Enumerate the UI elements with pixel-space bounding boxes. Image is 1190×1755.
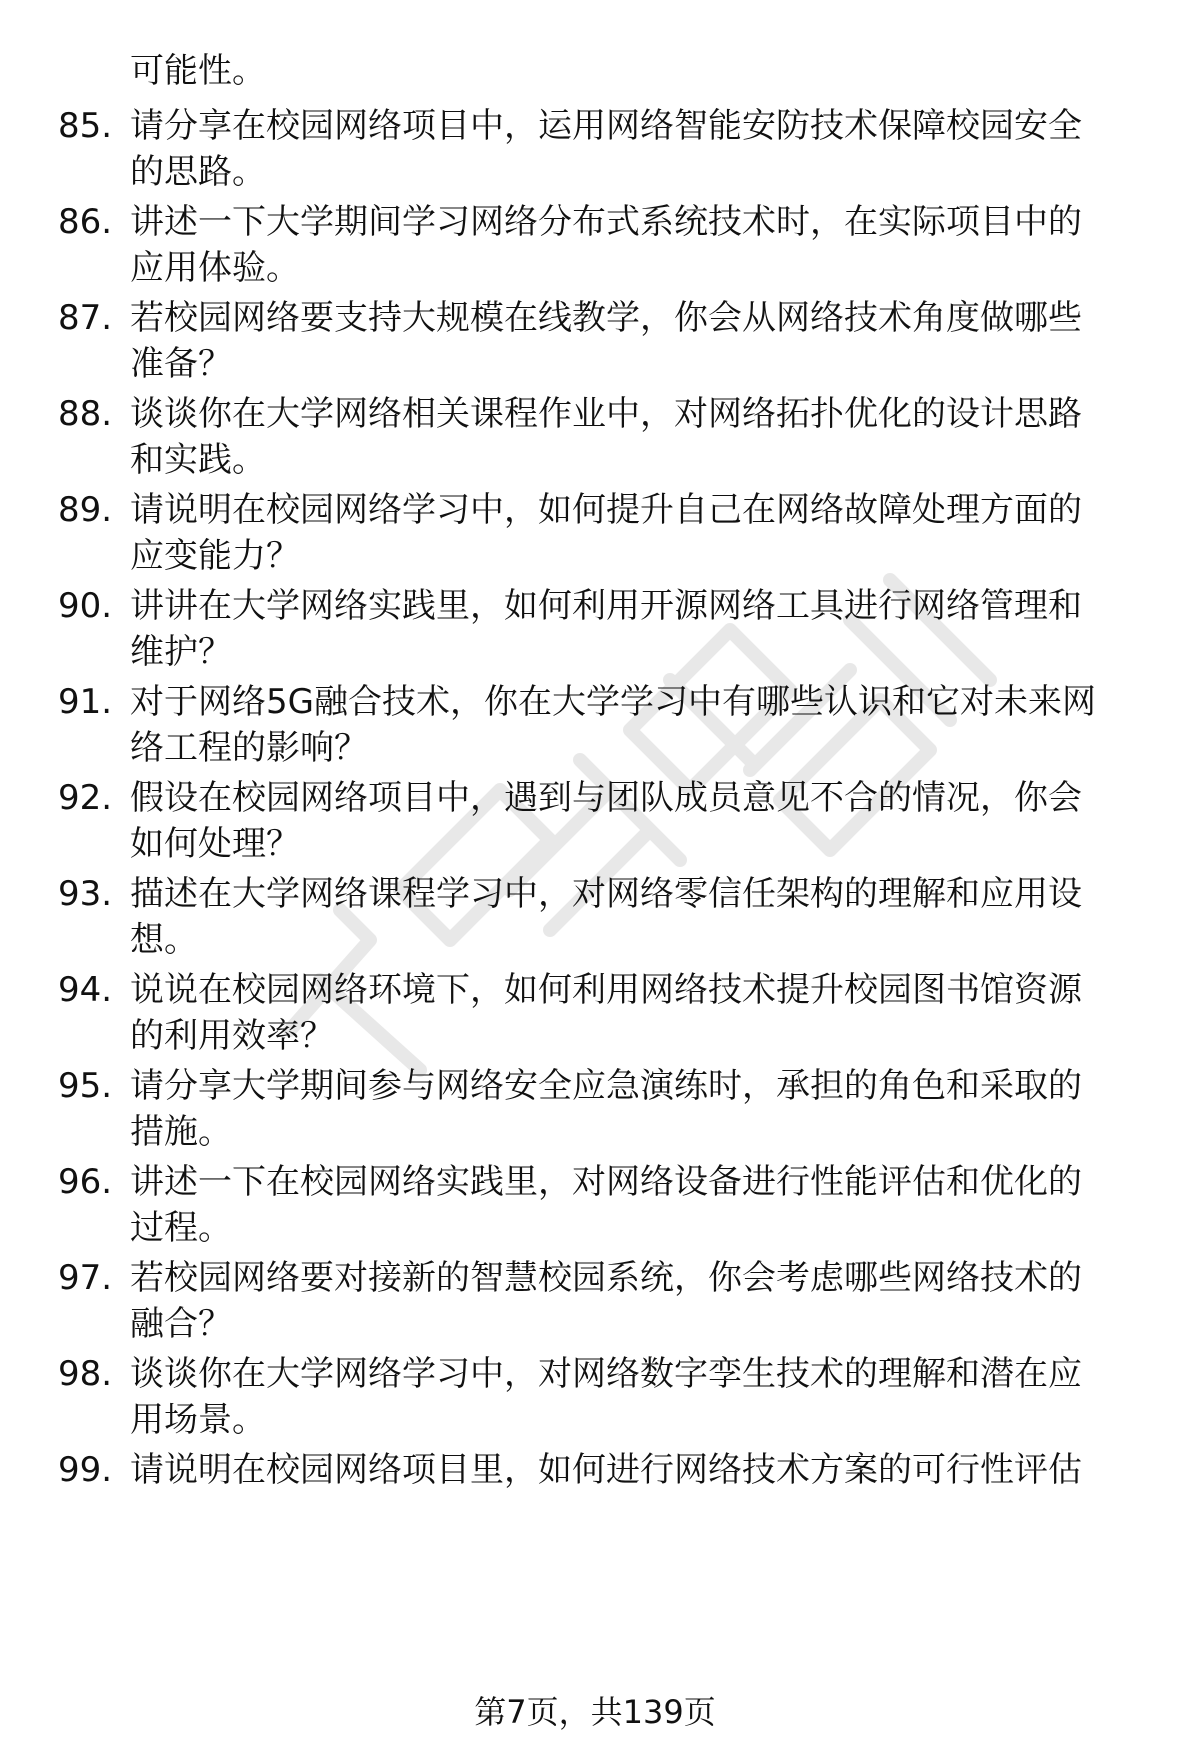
- question-number: 89.: [58, 490, 113, 530]
- list-item: [0, 1351, 1190, 1443]
- question-text: [130, 199, 1160, 291]
- question-line: 如何处理？: [130, 824, 300, 864]
- question-line: 请分享在校园网络项目中，运用网络智能安防技术保障校园安全: [130, 106, 1082, 146]
- question-line: 若校园网络要支持大规模在线教学，你会从网络技术角度做哪些: [130, 298, 1082, 338]
- question-number: 98.: [58, 1354, 113, 1394]
- question-line: 对于网络5G融合技术，你在大学学习中有哪些认识和它对未来网: [130, 682, 1096, 722]
- question-line: 谈谈你在大学网络学习中，对网络数字孪生技术的理解和潜在应: [130, 1354, 1082, 1394]
- list-item: [0, 583, 1190, 675]
- question-line: 说说在校园网络环境下，如何利用网络技术提升校园图书馆资源: [130, 970, 1082, 1010]
- question-line: 若校园网络要对接新的智慧校园系统，你会考虑哪些网络技术的: [130, 1258, 1082, 1298]
- question-line: 措施。: [130, 1112, 232, 1152]
- continuation-text: 可能性。: [130, 51, 266, 91]
- list-item: [0, 295, 1190, 387]
- list-item: [0, 679, 1190, 771]
- list-item: [0, 391, 1190, 483]
- list-item: [0, 1063, 1190, 1155]
- question-number: 93.: [58, 874, 113, 914]
- list-item: [0, 871, 1190, 963]
- question-line: 应用体验。: [130, 248, 300, 288]
- question-line: 请说明在校园网络学习中，如何提升自己在网络故障处理方面的: [130, 490, 1082, 530]
- question-line: 假设在校园网络项目中，遇到与团队成员意见不合的情况，你会: [130, 778, 1082, 818]
- question-line: 想。: [130, 920, 198, 960]
- question-number: 86.: [58, 202, 113, 242]
- question-text: [130, 1447, 1160, 1493]
- question-number: 87.: [58, 298, 113, 338]
- question-line: 的利用效率？: [130, 1016, 334, 1056]
- list-item: [0, 1159, 1190, 1251]
- question-text: [130, 775, 1160, 867]
- question-text: [130, 295, 1160, 387]
- list-item: [0, 1255, 1190, 1347]
- question-number: 90.: [58, 586, 113, 626]
- question-text: [130, 1255, 1160, 1347]
- question-line: 谈谈你在大学网络相关课程作业中，对网络拓扑优化的设计思路: [130, 394, 1082, 434]
- question-text: [130, 871, 1160, 963]
- question-line: 讲讲在大学网络实践里，如何利用开源网络工具进行网络管理和: [130, 586, 1082, 626]
- question-line: 讲述一下大学期间学习网络分布式系统技术时，在实际项目中的: [130, 202, 1082, 242]
- question-text: [130, 1351, 1160, 1443]
- question-line: 维护？: [130, 632, 232, 672]
- question-text: [130, 487, 1160, 579]
- question-number: 95.: [58, 1066, 113, 1106]
- question-line: 的思路。: [130, 152, 266, 192]
- question-line: 讲述一下在校园网络实践里，对网络设备进行性能评估和优化的: [130, 1162, 1082, 1202]
- question-line: 用场景。: [130, 1400, 266, 1440]
- question-number: 85.: [58, 106, 113, 146]
- question-number: 96.: [58, 1162, 113, 1202]
- question-number: 94.: [58, 970, 113, 1010]
- question-number: 92.: [58, 778, 113, 818]
- list-item: [0, 103, 1190, 195]
- page-footer: 第7页，共139页: [474, 1693, 716, 1731]
- question-line: 应变能力？: [130, 536, 300, 576]
- question-text: [130, 583, 1160, 675]
- question-line: 融合？: [130, 1304, 232, 1344]
- question-text: [130, 679, 1160, 771]
- question-text: [130, 1159, 1160, 1251]
- question-number: 91.: [58, 682, 113, 722]
- question-number: 99.: [58, 1450, 113, 1490]
- question-text: [130, 967, 1160, 1059]
- list-item: [0, 199, 1190, 291]
- question-line: 和实践。: [130, 440, 266, 480]
- list-item: [0, 775, 1190, 867]
- list-item: [0, 487, 1190, 579]
- question-text: [130, 391, 1160, 483]
- question-line: 准备？: [130, 344, 232, 384]
- question-line: 络工程的影响？: [130, 728, 368, 768]
- question-number: 88.: [58, 394, 113, 434]
- question-number: 97.: [58, 1258, 113, 1298]
- list-item: [0, 1447, 1190, 1539]
- question-line: 过程。: [130, 1208, 232, 1248]
- question-line: 请分享大学期间参与网络安全应急演练时，承担的角色和采取的: [130, 1066, 1082, 1106]
- question-text: [130, 1063, 1160, 1155]
- question-line: 描述在大学网络课程学习中，对网络零信任架构的理解和应用设: [130, 874, 1082, 914]
- question-text: [130, 103, 1160, 195]
- list-item: [0, 967, 1190, 1059]
- question-line: 请说明在校园网络项目里，如何进行网络技术方案的可行性评估: [130, 1450, 1082, 1490]
